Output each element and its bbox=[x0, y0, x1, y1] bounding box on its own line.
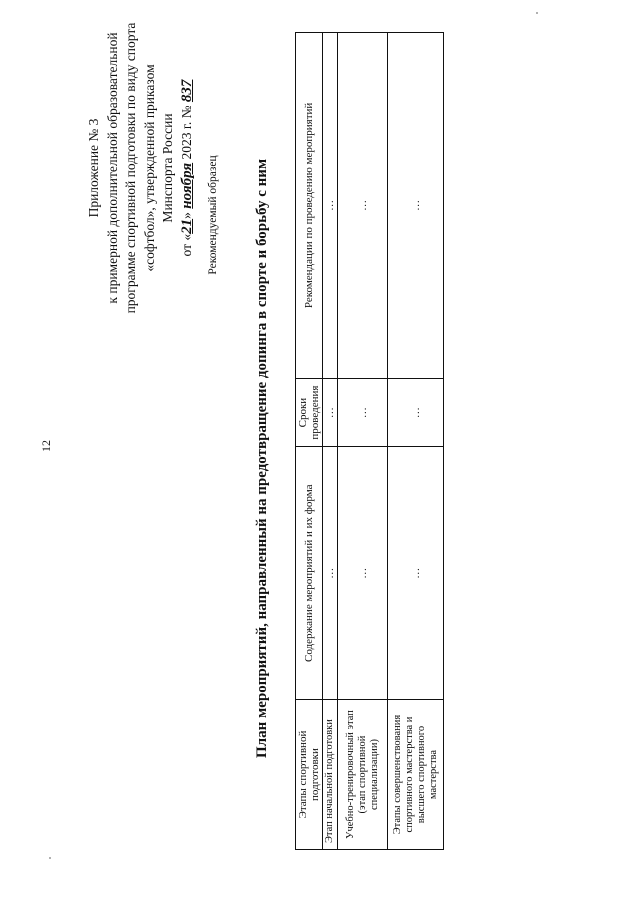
header-timing: Сроки проведения bbox=[296, 378, 323, 447]
content-cell: … bbox=[388, 447, 444, 700]
appendix-header bbox=[85, 18, 196, 318]
header-recommendations: Рекомендации по проведению мероприятий bbox=[296, 33, 323, 379]
recommendations-cell: … bbox=[323, 33, 338, 379]
order-mid: » bbox=[178, 208, 194, 219]
content-cell: … bbox=[338, 447, 388, 700]
order-date-line bbox=[178, 18, 197, 318]
content-cell: … bbox=[323, 447, 338, 700]
order-month: ноября bbox=[178, 162, 195, 209]
page-number: 12 bbox=[39, 440, 53, 452]
order-year: 2023 г. № bbox=[178, 102, 194, 163]
order-number: 837 bbox=[178, 79, 195, 103]
scan-speck bbox=[536, 12, 538, 14]
appendix-line: Приложение № 3 bbox=[86, 118, 101, 218]
order-day: 21 bbox=[178, 218, 195, 234]
recommended-sample-label: Рекомендуемый образец bbox=[207, 155, 219, 275]
measures-table-wrapper bbox=[295, 32, 439, 850]
document-title: План мероприятий, направленный на предотвращение допинга в спорте и борьбу с ним bbox=[254, 158, 270, 758]
scan-speck bbox=[49, 857, 51, 859]
appendix-line: к примерной дополнительной образовательной bbox=[104, 32, 120, 304]
header-stages: Этапы спортивной подготовки bbox=[296, 700, 323, 850]
header-content: Содержание мероприятий и их форма bbox=[296, 447, 323, 700]
timing-cell: … bbox=[323, 378, 338, 447]
recommendations-cell: … bbox=[388, 33, 444, 379]
order-prefix: от « bbox=[178, 233, 194, 257]
measures-table bbox=[295, 32, 444, 850]
appendix-line: программе спортивной подготовки по виду спорта bbox=[123, 22, 138, 314]
timing-cell: … bbox=[388, 378, 444, 447]
appendix-line: Минспорта России bbox=[160, 113, 175, 223]
table-row bbox=[388, 33, 444, 850]
timing-cell: … bbox=[338, 378, 388, 447]
stage-cell: Учебно-тренировочный этап (этап спортивной специализации) bbox=[338, 700, 388, 850]
table-row bbox=[338, 33, 388, 850]
table-header-row bbox=[296, 33, 323, 850]
appendix-line: «софтбол», утвержденной приказом bbox=[141, 64, 157, 272]
stage-cell: Этап начальной подготовки bbox=[323, 700, 338, 850]
stage-cell: Этапы совершенствования спортивного мастерства и высшего спортивного мастерства bbox=[388, 700, 444, 850]
table-row bbox=[323, 33, 338, 850]
recommendations-cell: … bbox=[338, 33, 388, 379]
